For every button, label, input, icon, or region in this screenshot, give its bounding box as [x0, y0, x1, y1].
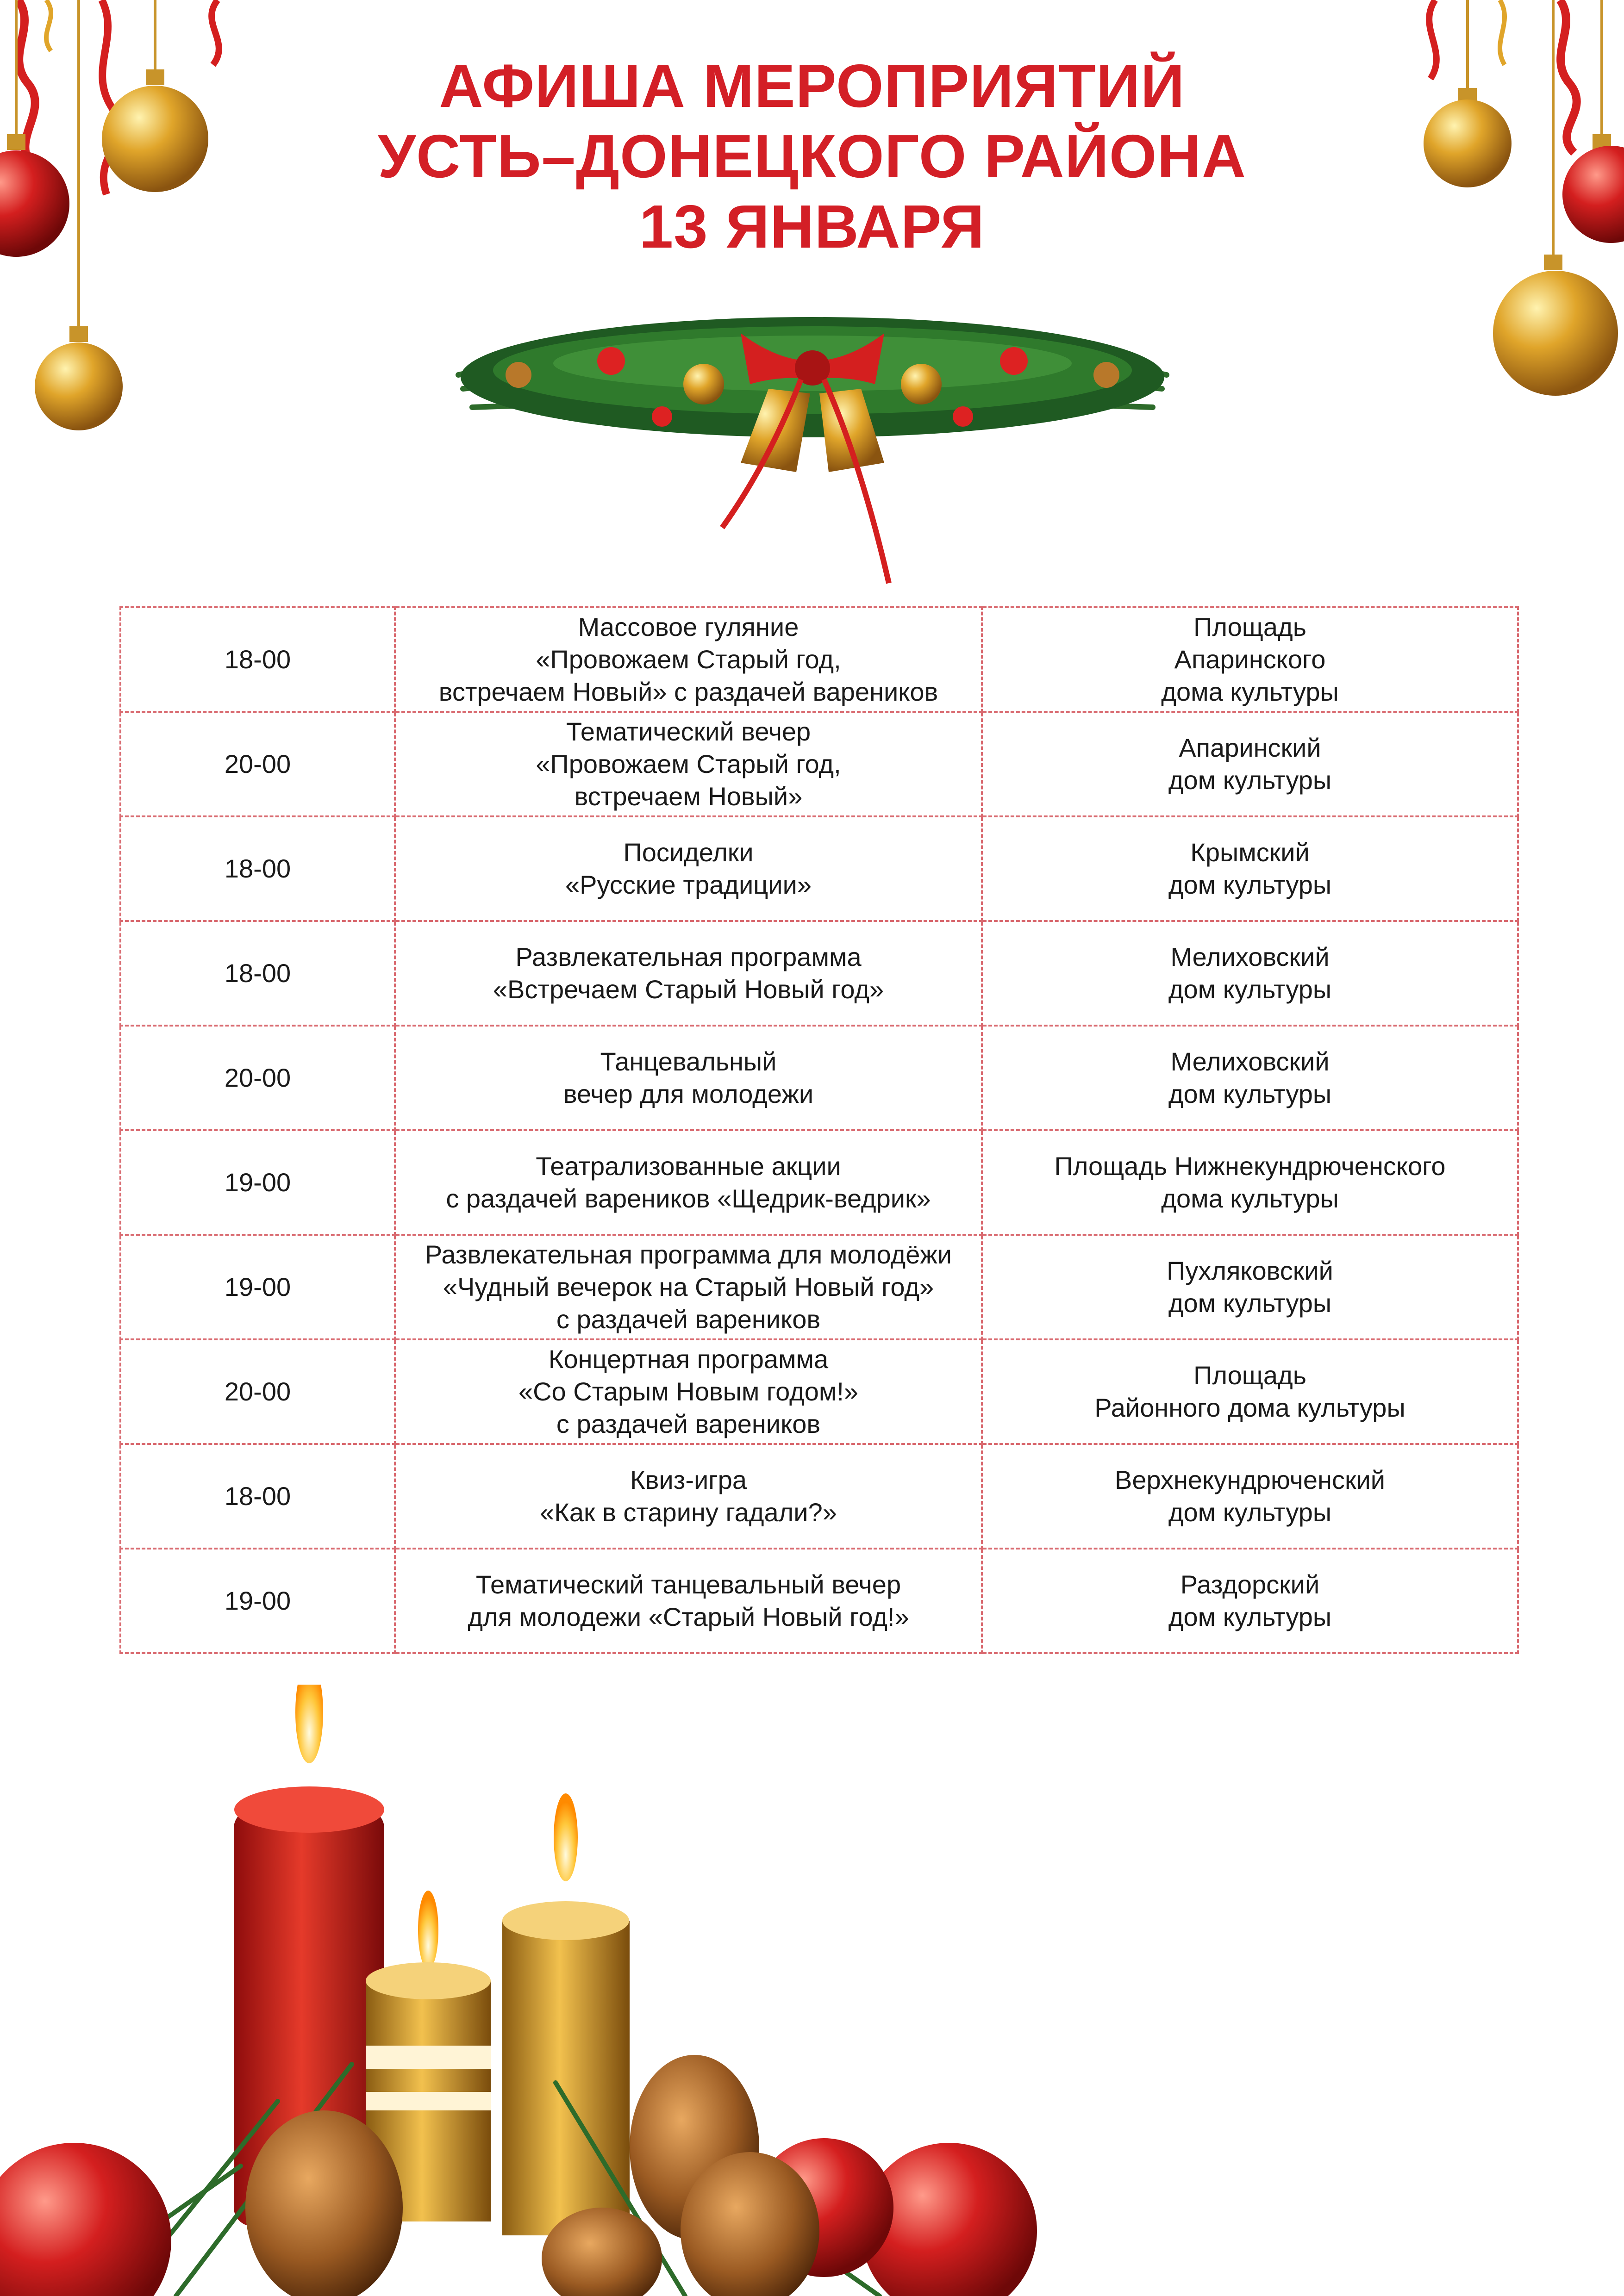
event-title-line: Театрализованные акции	[536, 1151, 841, 1181]
event-title-line: для молодежи «Старый Новый год!»	[468, 1602, 909, 1631]
event-place-line: дом культуры	[1168, 975, 1332, 1004]
event-time: 19-00	[120, 1130, 395, 1235]
event-place-line: дом культуры	[1168, 870, 1332, 899]
event-place-line: Пухляковский	[1167, 1256, 1333, 1285]
event-title	[395, 607, 982, 712]
event-place-line: дом культуры	[1168, 1498, 1332, 1527]
event-title	[395, 1444, 982, 1549]
event-title	[395, 1026, 982, 1130]
event-place	[982, 921, 1518, 1026]
event-title-line: «Чудный вечерок на Старый Новый год»	[443, 1272, 934, 1301]
table-row	[120, 1549, 1518, 1653]
event-title-line: «Со Старым Новым годом!»	[518, 1377, 859, 1406]
event-time: 20-00	[120, 1339, 395, 1444]
title-line-2: УСТЬ–ДОНЕЦКОГО РАЙОНА	[377, 122, 1247, 190]
event-place-line: дома культуры	[1161, 677, 1339, 706]
event-place-line: Мелиховский	[1170, 942, 1330, 971]
event-place-line: дом культуры	[1168, 1288, 1332, 1318]
table-row	[120, 1235, 1518, 1339]
table-row	[120, 816, 1518, 921]
event-place-line: Площадь	[1193, 612, 1306, 641]
event-title-line: с раздачей вареников	[556, 1409, 821, 1438]
event-time: 20-00	[120, 712, 395, 816]
event-title-line: «Провожаем Старый год,	[536, 645, 841, 674]
event-title-line: «Как в старину гадали?»	[540, 1498, 837, 1527]
title-line-3: 13 ЯНВАРЯ	[639, 193, 985, 261]
event-place	[982, 1026, 1518, 1130]
event-place	[982, 1444, 1518, 1549]
event-title-line: Развлекательная программа для молодёжи	[425, 1240, 952, 1269]
event-title-line: Танцевальный	[600, 1047, 777, 1076]
table-row	[120, 921, 1518, 1026]
event-place	[982, 1339, 1518, 1444]
event-title	[395, 712, 982, 816]
event-time: 18-00	[120, 816, 395, 921]
event-place-line: Крымский	[1190, 838, 1310, 867]
event-place-line: Площадь	[1193, 1361, 1306, 1390]
event-title-line: Квиз-игра	[630, 1465, 747, 1494]
event-title-line: встречаем Новый» с раздачей вареников	[438, 677, 938, 706]
event-time: 20-00	[120, 1026, 395, 1130]
event-place-line: дома культуры	[1161, 1184, 1339, 1213]
event-place-line: дом культуры	[1168, 1079, 1332, 1108]
page-title	[0, 51, 1624, 262]
events-table	[119, 606, 1519, 1654]
event-title-line: «Провожаем Старый год,	[536, 749, 841, 778]
event-title-line: с раздачей вареников «Щедрик-ведрик»	[446, 1184, 931, 1213]
event-place-line: Районного дома культуры	[1094, 1393, 1405, 1422]
table-row	[120, 1444, 1518, 1549]
event-place	[982, 1235, 1518, 1339]
event-title-line: с раздачей вареников	[556, 1305, 821, 1334]
event-title	[395, 1235, 982, 1339]
event-title-line: Развлекательная программа	[515, 942, 862, 971]
event-time: 19-00	[120, 1235, 395, 1339]
table-row	[120, 1339, 1518, 1444]
event-title	[395, 921, 982, 1026]
event-place	[982, 712, 1518, 816]
event-title-line: вечер для молодежи	[563, 1079, 814, 1108]
table-row	[120, 1026, 1518, 1130]
event-title	[395, 1130, 982, 1235]
event-place	[982, 1130, 1518, 1235]
table-row	[120, 1130, 1518, 1235]
event-place	[982, 607, 1518, 712]
event-time: 18-00	[120, 1444, 395, 1549]
event-place-line: Верхнекундрюченский	[1114, 1465, 1386, 1494]
event-time: 19-00	[120, 1549, 395, 1653]
event-title-line: Массовое гуляние	[578, 612, 799, 641]
event-place-line: Площадь Нижнекундрюченского	[1054, 1151, 1446, 1181]
event-place-line: дом культуры	[1168, 765, 1332, 795]
event-place-line: дом культуры	[1168, 1602, 1332, 1631]
event-time: 18-00	[120, 607, 395, 712]
garland-with-bells-icon	[444, 268, 1181, 602]
event-place-line: Апаринский	[1179, 733, 1321, 762]
candles-decoration-icon	[0, 1685, 1042, 2296]
event-title-line: Тематический вечер	[566, 717, 811, 746]
table-row	[120, 712, 1518, 816]
event-place-line: Раздорский	[1180, 1570, 1320, 1599]
event-title-line: Посиделки	[623, 838, 754, 867]
event-title	[395, 1339, 982, 1444]
title-line-1: АФИША МЕРОПРИЯТИЙ	[439, 52, 1185, 120]
event-title	[395, 816, 982, 921]
table-row	[120, 607, 1518, 712]
event-title-line: Тематический танцевальный вечер	[475, 1570, 901, 1599]
event-title	[395, 1549, 982, 1653]
event-title-line: «Русские традиции»	[565, 870, 812, 899]
event-title-line: Концертная программа	[548, 1344, 829, 1374]
event-place-line: Мелиховский	[1170, 1047, 1330, 1076]
event-title-line: встречаем Новый»	[574, 782, 803, 811]
event-place-line: Апаринского	[1174, 645, 1326, 674]
event-place	[982, 816, 1518, 921]
event-place	[982, 1549, 1518, 1653]
event-title-line: «Встречаем Старый Новый год»	[493, 975, 884, 1004]
event-time: 18-00	[120, 921, 395, 1026]
